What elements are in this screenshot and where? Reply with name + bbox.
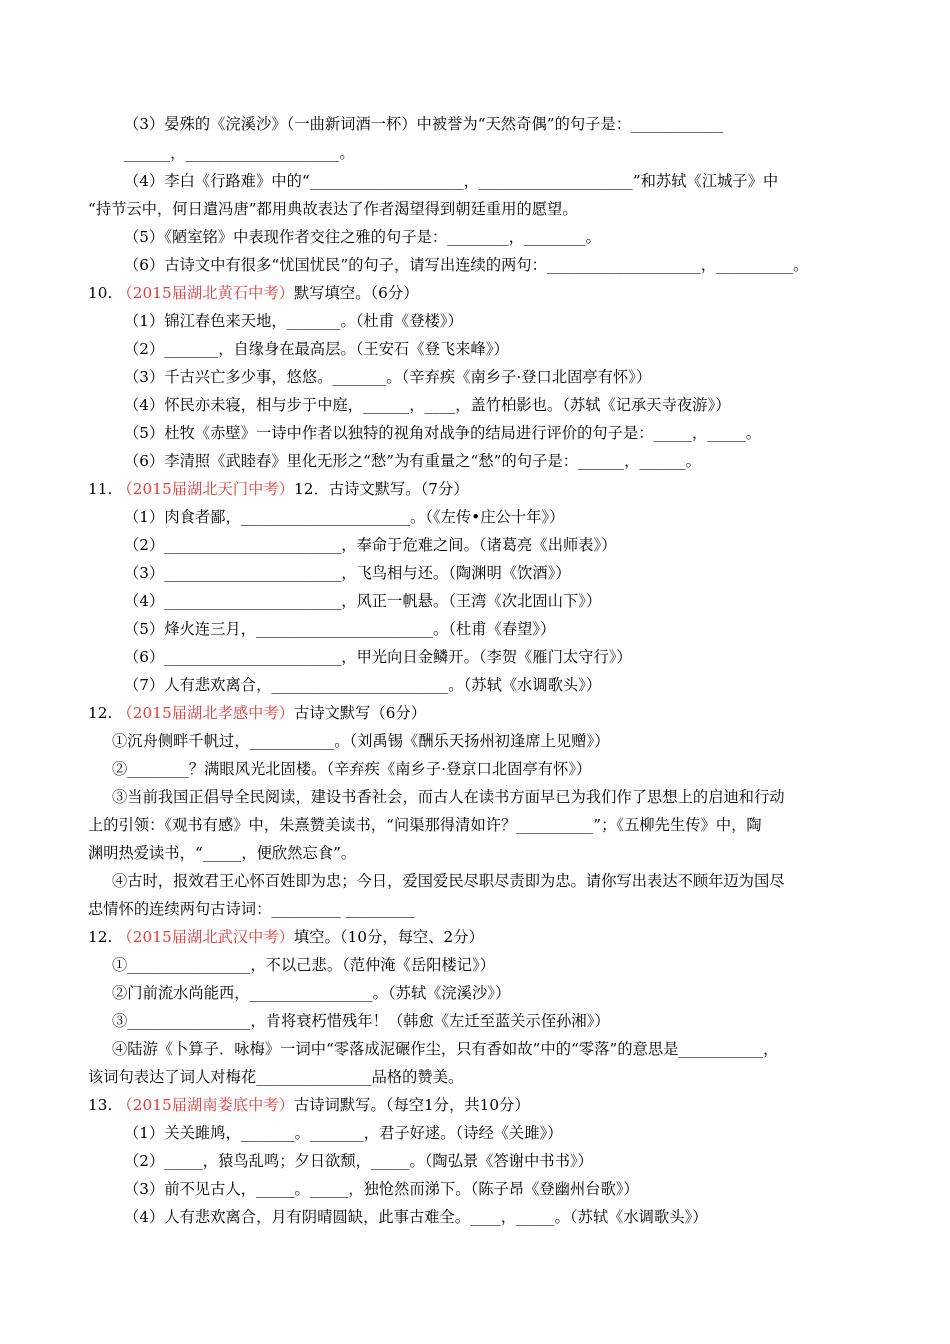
question-source: （2015届湖北天门中考） — [117, 480, 295, 498]
q13-item: （4）人有悲欢离合，月有阴晴圆缺，此事古难全。____，_____。（苏轼《水调歌头》） — [124, 1208, 708, 1226]
q12a-item: ③当前我国正倡导全民阅读，建设书香社会，而古人在读书方面早已为我们作了思想上的启迪和行动 — [112, 788, 785, 806]
question-title: 默写填空。（6分） — [294, 284, 419, 302]
q13-item: （1）关关雎鸠，_______。_______，君子好逑。（诗经《关雎》） — [124, 1124, 563, 1142]
question-number: 13. — [88, 1096, 113, 1114]
q10-item: （2）_______，自缘身在最高层。（王安石《登飞来峰》） — [124, 340, 509, 358]
q9-item-3-line-2: ______，____________________。 — [124, 144, 355, 162]
q11-item: （2）_______________________，奉命于危难之间。（诸葛亮《出师表》） — [124, 536, 617, 554]
question-title: 古诗文默写（6分） — [294, 704, 427, 722]
q10-item: （1）锦江春色来天地，_______。（杜甫《登楼》） — [124, 312, 463, 330]
question-source: （2015届湖北武汉中考） — [117, 928, 295, 946]
q10-item: （4）怀民亦未寝，相与步于中庭，______，____，盖竹柏影也。（苏轼《记承天寺夜游》） — [124, 396, 731, 414]
question-number: 12. — [88, 928, 113, 946]
q13-header — [88, 1095, 530, 1115]
q10-header — [88, 283, 419, 303]
question-source: （2015届湖北孝感中考） — [117, 704, 295, 722]
q10-item: （5）杜牧《赤壁》一诗中作者以独特的视角对战争的结局进行评价的句子是：_____，_____。 — [124, 424, 762, 442]
q11-item: （1）肉食者鄙，______________________。（《左传•庄公十年》） — [124, 508, 565, 526]
question-title: 填空。（10分，每空、2分） — [294, 928, 484, 946]
q13-item: （3）前不见古人，_____。_____，独怆然而涕下。（陈子昂《登幽州台歌》） — [124, 1180, 639, 1198]
q12b-item: ①________________，不以己悲。（范仲淹《岳阳楼记》） — [112, 956, 496, 974]
q9-item-3-line-1: （3）晏殊的《浣溪沙》（一曲新词酒一杯）中被誉为“天然奇偶”的句子是：____________ — [124, 115, 724, 133]
question-number: 12. — [88, 704, 113, 722]
q12b-item: ③________________，肯将衰朽惜残年！（韩愈《左迁至蓝关示侄孙湘》） — [112, 1012, 610, 1030]
q11-item: （6）_______________________，甲光向日金鳞开。（李贺《雁门太守行》） — [124, 648, 632, 666]
q9-item-4-line-2: “持节云中，何日遣冯唐”都用典故表达了作者渴望得到朝廷重用的愿望。 — [88, 200, 578, 218]
q12a-item: 渊明热爱读书，“_____，便欣然忘食”。 — [88, 844, 357, 862]
q11-item: （3）_______________________，飞鸟相与还。（陶渊明《饮酒》） — [124, 564, 571, 582]
q11-item: （4）_______________________，风正一帆悬。（王湾《次北固山下》） — [124, 592, 602, 610]
q12a-item: 忠情怀的连续两句古诗词：_________ _________ — [88, 900, 415, 918]
q11-header — [88, 479, 469, 499]
question-title: 12．古诗文默写。（7分） — [294, 480, 469, 498]
q10-item: （3）千古兴亡多少事，悠悠。_______。（辛弃疾《南乡子·登口北固亭有怀》） — [124, 368, 652, 386]
q12a-header — [88, 703, 426, 723]
q12a-item: 上的引领：《观书有感》中，朱熹赞美读书，“问渠那得清如许？__________”；《五柳先生传》中，陶 — [88, 816, 762, 834]
q9-item-4-line-1: （4）李白《行路难》中的“____________________，____________________”和苏轼《江城子》中 — [124, 172, 779, 190]
q12b-item: ②门前流水尚能西，________________。（苏轼《浣溪沙》） — [112, 984, 511, 1002]
q9-item-5: （5）《陋室铭》中表现作者交往之雅的句子是：________，________。 — [124, 228, 601, 246]
q9-item-6: （6）古诗文中有很多“忧国忧民”的句子，请写出连续的两句：____________________，__________。 — [124, 256, 809, 274]
q13-item: （2）_____，猿鸟乱鸣；夕日欲颓，_____。（陶弘景《答谢中书书》） — [124, 1152, 593, 1170]
q12a-item: ④古时，报效君王心怀百姓即为忠；今日，爱国爱民尽职尽责即为忠。请你写出表达不顾年迈为国尽 — [112, 872, 785, 890]
q12a-item: ①沉舟侧畔千帆过，___________。（刘禹锡《酬乐天扬州初逢席上见赠》） — [112, 732, 610, 750]
q12b-item: 该词句表达了词人对梅花_______________品格的赞美。 — [88, 1068, 464, 1086]
question-title: 古诗词默写。（每空1分，共10分） — [294, 1096, 530, 1114]
q12a-item: ②________？满眼风光北固楼。（辛弃疾《南乡子·登京口北固亭有怀》） — [112, 760, 592, 778]
question-source: （2015届湖南娄底中考） — [117, 1096, 295, 1114]
q10-item: （6）李清照《武睦春》里化无形之“愁”为有重量之“愁”的句子是：______，______。 — [124, 452, 701, 470]
question-number: 10. — [88, 284, 113, 302]
q11-item: （5）烽火连三月，_______________________。（杜甫《春望》） — [124, 620, 556, 638]
question-number: 11. — [88, 480, 113, 498]
question-source: （2015届湖北黄石中考） — [117, 284, 295, 302]
q11-item: （7）人有悲欢离合，_______________________。（苏轼《水调歌头》） — [124, 676, 602, 694]
q12b-header — [88, 927, 484, 947]
q12b-item: ④陆游《卜算子．咏梅》一词中“零落成泥碾作尘，只有香如故”中的“零落”的意思是___________， — [112, 1040, 779, 1058]
